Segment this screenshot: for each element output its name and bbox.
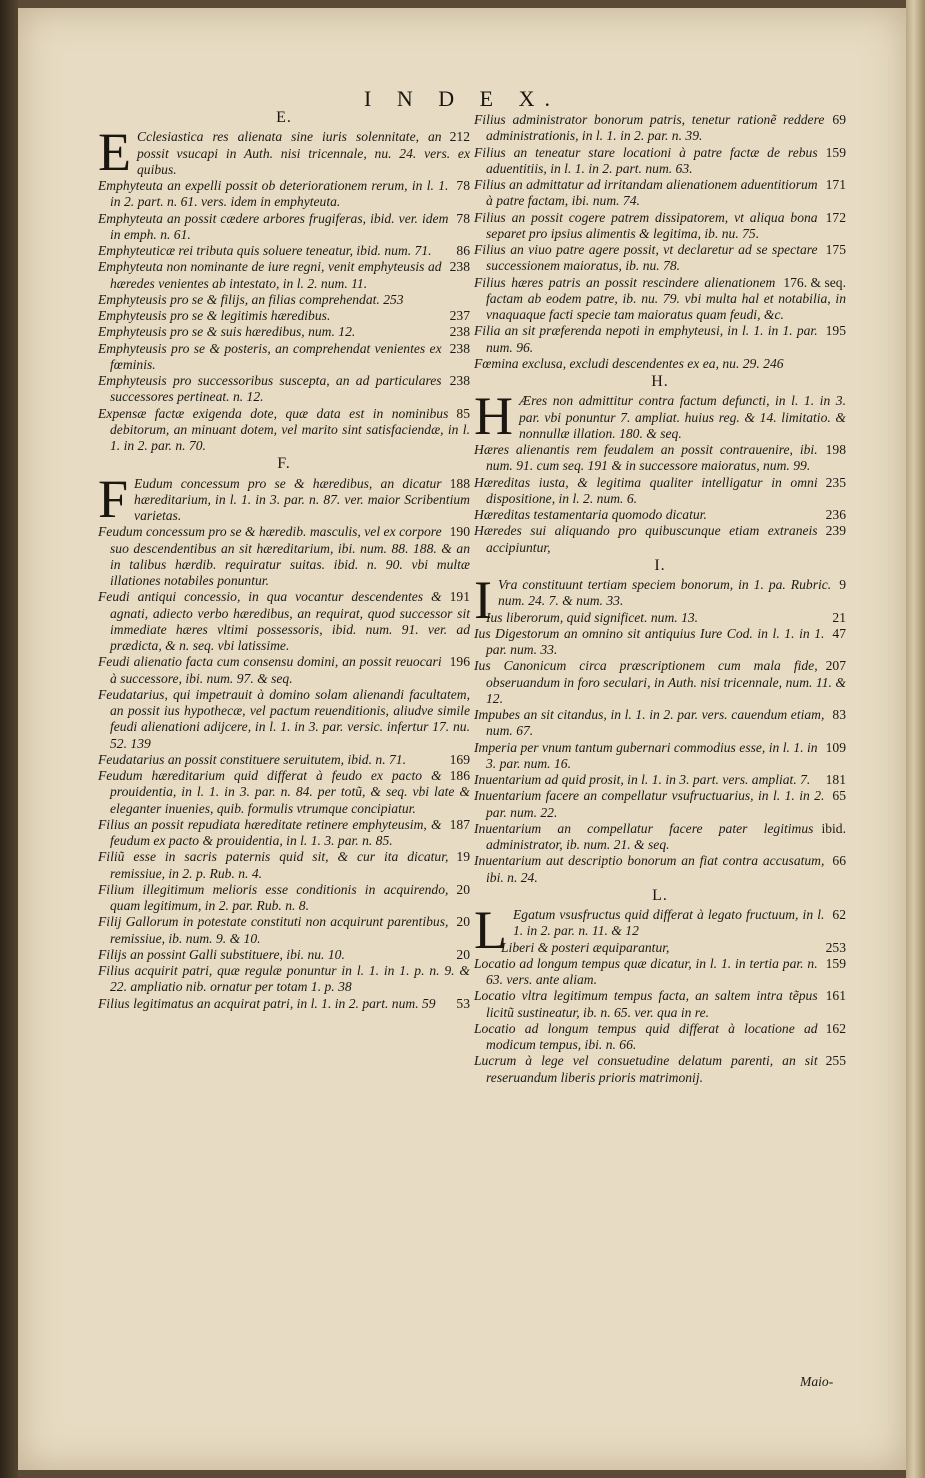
- entry-text: Inuentarium an compellatur facere pater legitimus administrator, ib. num. 21. & seq.: [474, 820, 814, 852]
- index-entry: [474, 772, 846, 788]
- entry-text: Filius administrator bonorum patris, tenetur rationẽ reddere administrationis, in l. 1. in 2. par. n. 39.: [474, 112, 825, 144]
- entry-text: Hæres alienantis rem feudalem an possit contrauenire, ibi. num. 91. cum seq. 191 & in successore maioratus, num. 99.: [474, 442, 818, 474]
- index-entry: [474, 956, 846, 989]
- page-reference: 85: [456, 405, 470, 421]
- index-entry: [474, 112, 846, 145]
- entry-text: Hæreditas testamentaria quomodo dicatur.: [474, 507, 707, 522]
- page-reference: 237: [449, 308, 470, 323]
- page-reference: 65: [832, 788, 846, 804]
- entry-text: Feudi alienatio facta cum consensu domini, an possit reuocari à successore, ibi. num. 97. & seq.: [98, 654, 442, 686]
- page-reference: 159: [825, 955, 846, 971]
- next-page-edge: [906, 0, 925, 1478]
- index-entry: [98, 654, 470, 687]
- page-reference: 238: [449, 324, 470, 340]
- entry-text: Filij Gallorum in potestate constituti non acquirunt parentibus, remissiue, ib. num. 9. & 10.: [98, 914, 449, 946]
- page-reference: 19: [456, 849, 470, 865]
- index-entry: [98, 524, 470, 589]
- entry-text: Imperia per vnum tantum gubernari commodius esse, in l. 1. in 3. par. num. 16.: [474, 739, 818, 771]
- entry-text: Emphyteuta an expelli possit ob deteriorationem rerum, in l. 1. in 2. part. n. 61. vers. idem in emphyteuta.: [98, 178, 449, 210]
- page-reference: 190: [449, 524, 470, 540]
- page-reference: 236: [825, 507, 846, 522]
- index-entry: [98, 817, 470, 850]
- entry-text: Emphyteusis pro successoribus suscepta, an ad particulares successores pertineat. n. 12.: [98, 373, 442, 405]
- entry-text: Emphyteuticæ rei tributa quis soluere teneatur, ibid. num. 71.: [98, 243, 432, 258]
- index-entry: [98, 259, 470, 292]
- index-entry: [98, 589, 470, 654]
- page-reference: 78: [456, 210, 470, 226]
- entry-text: Vra constituunt tertiam speciem bonorum, in 1. pa. Rubric. num. 24. 7. & num. 33.: [497, 577, 832, 609]
- entry-text: Feudum hæreditarium quid differat à feudo ex pacto & prouidentia, in l. 1. in 3. par. n. 84. per totũ, & seq. vbi late & eleganter inuenies, quib. formulis vtrumque concipiatur.: [98, 768, 470, 816]
- page-reference: 21: [832, 609, 846, 625]
- page-reference: 20: [456, 914, 470, 930]
- index-entry: [474, 788, 846, 821]
- section-letter: E.: [276, 109, 292, 126]
- index-entry: [474, 610, 846, 626]
- entry-text: Hæredes sui aliquando pro quibuscunque etiam extraneis accipiuntur,: [474, 523, 818, 555]
- page-reference: 191: [449, 589, 470, 605]
- index-entry: [474, 242, 846, 275]
- index-entry: [98, 849, 470, 882]
- index-entry: [98, 687, 470, 752]
- entry-text: Filius an possit repudiata hæreditate retinere emphyteusim, & feudum ex pacto & prouidentia, in l. 1. 3. par. n. 85.: [98, 816, 442, 848]
- book-binding: [0, 0, 18, 1478]
- entry-text: Emphyteuta non nominante de iure regni, venit emphyteusis ad hæredes venientes ab intestato, in l. 2. num. 11.: [98, 259, 442, 291]
- index-entry: [98, 324, 470, 340]
- section-letter: I.: [654, 556, 666, 574]
- index-entry: [474, 988, 846, 1021]
- index-entry: [474, 210, 846, 243]
- index-entry: [474, 356, 846, 372]
- entry-text: Filius acquirit patri, quæ regulæ ponuntur in l. 1. in 1. p. n. 9. & 22. ampliatio nib. ornatur per totam 1. p. 38: [98, 963, 470, 995]
- index-entry: [98, 373, 470, 406]
- page-reference: 78: [456, 178, 470, 193]
- entry-text: Ius Digestorum an omnino sit antiquius Iure Cod. in l. 1. in 1. par. num. 33.: [474, 625, 825, 657]
- page-reference: 195: [825, 323, 846, 339]
- index-entry: [474, 523, 846, 556]
- page-reference: 20: [456, 881, 470, 897]
- entry-text: Egatum vsusfructus quid differat à legato fructuum, in l. 1. in 2. par. n. 11. & 12: [513, 907, 825, 939]
- page-reference: 53: [456, 995, 470, 1011]
- entry-text: Emphyteusis pro se & suis hæredibus, num. 12.: [98, 324, 356, 340]
- section-letter: F.: [277, 455, 291, 473]
- index-entry: [98, 341, 470, 374]
- index-entry: [474, 475, 846, 508]
- index-entry: [98, 122, 470, 183]
- page-reference: 238: [449, 259, 470, 275]
- index-entry: [474, 386, 846, 447]
- index-entry: [98, 947, 470, 963]
- index-entry: [98, 914, 470, 947]
- entry-text: Emphyteuta an possit cædere arbores frugiferas, ibid. ver. idem in emph. n. 61.: [98, 210, 449, 242]
- page-reference: 175: [825, 242, 846, 257]
- index-entry: [474, 145, 846, 178]
- page-reference: 235: [825, 474, 846, 490]
- entry-text: Liberi & posteri æquiparantur,: [501, 939, 670, 955]
- index-entry: [98, 406, 470, 455]
- entry-text: Expensæ factæ exigenda dote, quæ data est in nominibus debitorum, an minuant dotem, vel marito sint satisfaciendæ, in l. 1. in 2. par. n. 70.: [98, 405, 470, 453]
- page-reference: 66: [832, 853, 846, 869]
- section-letter: L.: [652, 886, 668, 904]
- index-entry: [98, 996, 470, 1012]
- entry-text: Æres non admittitur contra factum defuncti, in l. 1. in 3. par. vbi ponuntur 7. ampliat. huius reg. & 14. limitatio. & nonnullæ illation. 180. & seq.: [519, 393, 846, 441]
- entry-text: Emphyteusis pro se & posteris, an comprehendat venientes ex fœminis.: [98, 340, 442, 372]
- entry-text: Ius liberorum, quid significet. num. 13.: [485, 609, 699, 625]
- entry-text: Feudi antiqui concessio, in qua vocantur descendentes & agnati, adiecto verbo hæredibus, an requirat, quod successor sit immediate hæres vltimi possessoris, ibid. num. 91. ver. ad prædicta, & n. seq. vbi latissime.: [98, 589, 470, 653]
- entry-text: Filius an teneatur stare locationi à patre factæ de rebus aduentitiis, in l. 1. in 2. part. num. 63.: [474, 144, 818, 176]
- entry-text: Locatio ad longum tempus quæ dicatur, in l. 1. in tertia par. n. 63. vers. ante aliam.: [474, 955, 818, 987]
- entry-text: Impubes an sit citandus, in l. 1. in 2. par. vers. cauendum etiam, num. 67.: [474, 707, 825, 739]
- left-index-column: [98, 108, 470, 1012]
- index-entry: [474, 626, 846, 659]
- page-reference: 212: [449, 129, 470, 145]
- index-entry: [474, 275, 846, 324]
- index-entry: [474, 940, 846, 956]
- page-reference: 255: [825, 1053, 846, 1069]
- drop-cap: H: [474, 386, 513, 447]
- page-reference: 176. & seq.: [783, 274, 846, 290]
- page-reference: 109: [825, 739, 846, 755]
- index-entry: [98, 308, 470, 324]
- page-reference: 188: [449, 475, 470, 491]
- page-reference: 187: [449, 816, 470, 832]
- entry-text: Feudatarius, qui impetrauit à domino solam alienandi facultatem, an possit ius hypothecæ, vel pactum reuenditionis, aliudve simile feudi alienationi adijcere, in l. 1. in 3. par. versic. infertur 17. nu. 52. 139: [98, 686, 470, 751]
- drop-cap: I: [474, 570, 492, 630]
- page-reference: 169: [449, 751, 470, 767]
- page-reference: 69: [832, 112, 846, 127]
- entry-text: Filium illegitimum melioris esse conditionis in acquirendo, quam legitimum, in 2. par. Rub. n. 8.: [98, 881, 449, 913]
- entry-text: Feudum concessum pro se & hæredib. masculis, vel ex corpore suo descendentibus an sit hæreditarium, ibi. num. 88. 188. & an in talibus hærdib. requiratur suitas. ibid. n. 90. vbi multæ illationes notabiles ponuntur.: [98, 524, 470, 588]
- index-entry: [98, 468, 470, 529]
- page-reference: 207: [825, 658, 846, 674]
- entry-text: Filius hæres patris an possit rescindere alienationem factam ab eodem patre, ib. nu. 79. vbi multa hal et notabilia, in vnaquaque facti specie tam maioratus quam feudi, &c.: [474, 274, 846, 322]
- entry-text: Feudatarius an possit constituere seruitutem, ibid. n. 71.: [98, 751, 406, 767]
- drop-cap: L: [474, 900, 507, 960]
- section-letter: H.: [651, 373, 669, 390]
- index-entry: [98, 752, 470, 768]
- index-entry: [98, 768, 470, 817]
- entry-text: Fœmina exclusa, excludi descendentes ex ea, nu. 29. 246: [474, 355, 784, 371]
- running-title: I N D E X.: [364, 86, 560, 111]
- entry-text: Filius an admittatur ad irritandam alienationem aduentitiorum à patre factam, ibi. num. 74.: [474, 177, 818, 209]
- page-reference: 62: [832, 907, 846, 922]
- index-entry: [98, 963, 470, 996]
- entry-text: Lucrum à lege vel consuetudine delatum parenti, an sit reseruandum liberis prioris matrimonij.: [474, 1053, 818, 1085]
- page-reference: 161: [825, 988, 846, 1004]
- index-entry: [474, 853, 846, 886]
- index-entry: [474, 707, 846, 740]
- index-entry: [98, 178, 470, 211]
- entry-text: Locatio ad longum tempus quid differat à locatione ad modicum tempus, ibi. n. 66.: [474, 1020, 818, 1052]
- index-entry: [98, 243, 470, 259]
- index-entry: [474, 507, 846, 523]
- index-entry: [474, 177, 846, 210]
- entry-text: Inuentarium ad quid prosit, in l. 1. in 3. part. vers. ampliat. 7.: [474, 772, 811, 787]
- entry-text: Filius an viuo patre agere possit, vt declaretur ad se spectare successionem maioratus, ib. nu. 78.: [474, 242, 818, 274]
- page-reference: ibid.: [821, 820, 846, 836]
- entry-text: Inuentarium aut descriptio bonorum an fiat contra accusatum, ibi. n. 24.: [474, 853, 825, 885]
- page-reference: 198: [825, 442, 846, 457]
- page-reference: 9: [839, 577, 846, 592]
- catchword: Maio-: [800, 1374, 834, 1389]
- entry-text: Hæreditas iusta, & legitima qualiter intelligatur in omni dispositione, in l. 2. num. 6.: [474, 474, 818, 506]
- page-reference: 239: [825, 523, 846, 539]
- page-reference: 238: [449, 373, 470, 388]
- index-entry: [474, 658, 846, 707]
- entry-text: Locatio vltra legitimum tempus facta, an saltem intra tẽpus licitũ sustineatur, ib. n. 65. ver. qua in re.: [474, 988, 818, 1020]
- index-entry: [98, 292, 470, 308]
- page-reference: 47: [832, 625, 846, 641]
- page-reference: 162: [825, 1020, 846, 1036]
- page-reference: 253: [825, 939, 846, 955]
- right-index-column: [474, 112, 846, 1086]
- index-entry: [98, 211, 470, 244]
- page-reference: 238: [449, 340, 470, 356]
- page-reference: 159: [825, 144, 846, 160]
- index-entry: [98, 882, 470, 915]
- index-entry: [474, 442, 846, 475]
- index-entry: [474, 740, 846, 773]
- entry-text: Inuentarium facere an compellatur vsufructuarius, in l. 1. in 2. par. num. 22.: [474, 788, 825, 820]
- entry-text: Filiũ esse in sacris paternis quid sit, & cur ita dicatur, remissiue, in 2. p. Rub. n. 4.: [98, 849, 449, 881]
- entry-text: Filia an sit præferenda nepoti in emphyteusi, in l. 1. in 1. par. num. 96.: [474, 323, 818, 355]
- entry-text: Filius an possit cogere patrem dissipatorem, vt aliqua bona separet pro ipsius alimentis & legitima, ib. nu. 75.: [474, 209, 818, 241]
- entry-text: Cclesiastica res alienata sine iuris solennitate, an possit vsucapi in Auth. nisi tricennale, nu. 24. vers. ex quibus.: [137, 129, 470, 177]
- index-entry: [474, 323, 846, 356]
- entry-text: Emphyteusis pro se & legitimis hæredibus.: [98, 308, 331, 323]
- page-reference: 172: [825, 209, 846, 225]
- entry-text: Eudum concessum pro se & hæredibus, an dicatur hæreditarium, in l. 1. in 3. par. n. 87. ver. maior Scribentium varietas.: [134, 475, 470, 523]
- page-reference: 196: [449, 654, 470, 670]
- page-reference: 20: [456, 946, 470, 962]
- index-entry: [474, 821, 846, 854]
- index-entry: [474, 1021, 846, 1054]
- page-reference: 83: [832, 707, 846, 722]
- index-entry: [474, 1053, 846, 1086]
- page-reference: 86: [456, 243, 470, 258]
- drop-cap: E: [98, 122, 131, 183]
- page-reference: 186: [449, 768, 470, 783]
- entry-text: Filijs an possint Galli substituere, ibi. nu. 10.: [98, 946, 345, 962]
- page-reference: 181: [825, 772, 846, 787]
- entry-text: Emphyteusis pro se & filijs, an filias comprehendat. 253: [98, 291, 404, 307]
- drop-cap: F: [98, 468, 129, 529]
- page-reference: 171: [825, 177, 846, 192]
- entry-text: Ius Canonicum circa præscriptionem cum mala fide, obseruandum in foro seculari, in Auth. nisi tricennale, num. 11. & 12.: [474, 658, 846, 706]
- entry-text: Filius legitimatus an acquirat patri, in l. 1. in 2. part. num. 59: [98, 995, 436, 1011]
